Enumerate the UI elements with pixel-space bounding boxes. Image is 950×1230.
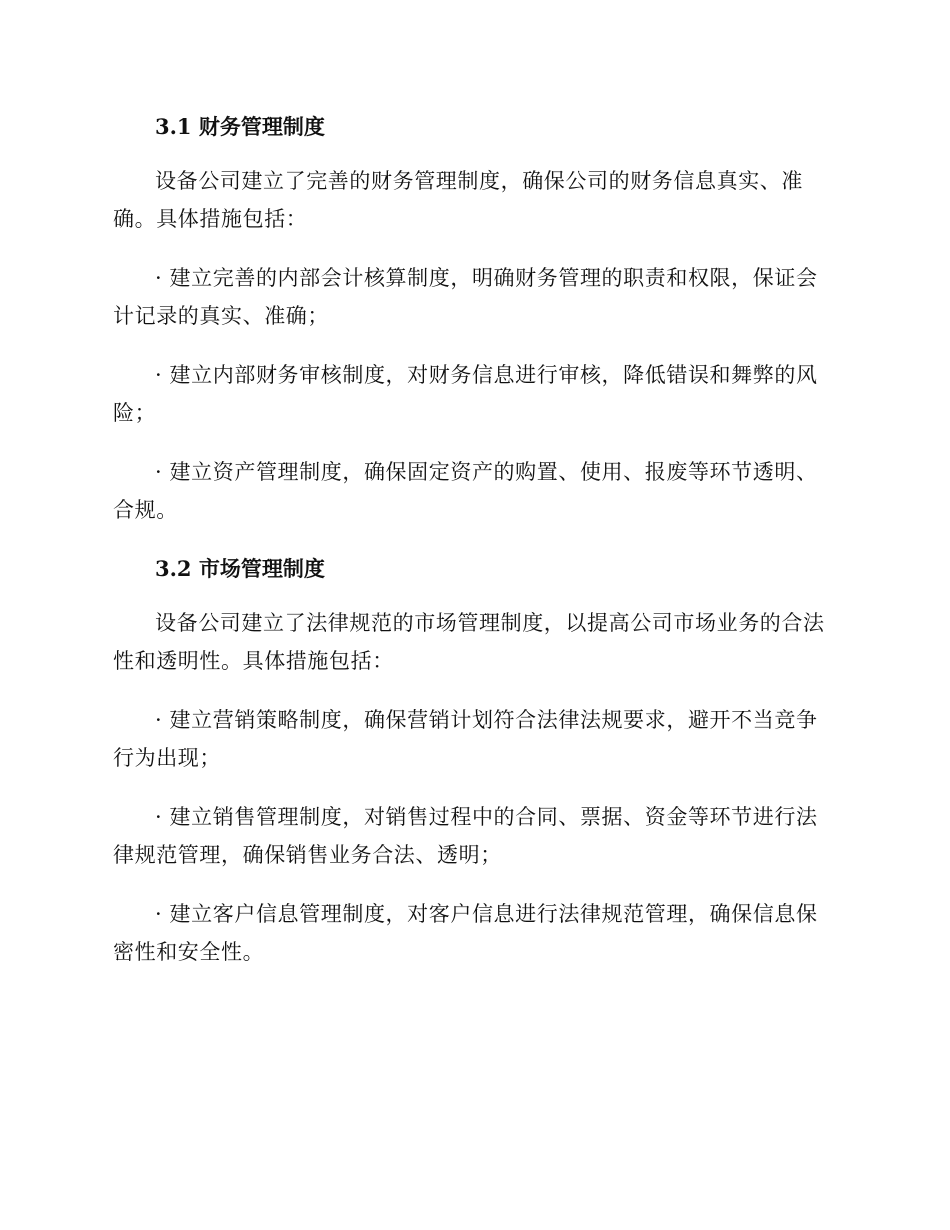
section-intro-paragraph: 设备公司建立了法律规范的市场管理制度，以提高公司市场业务的合法性和透明性。具体措施包括： <box>113 611 825 673</box>
section-financial-management <box>113 108 835 529</box>
bullet-paragraph: · 建立客户信息管理制度，对客户信息进行法律规范管理，确保信息保密性和安全性。 <box>113 902 818 964</box>
bullet-paragraph: · 建立销售管理制度，对销售过程中的合同、票据、资金等环节进行法律规范管理，确保销售业务合法、透明； <box>113 805 818 867</box>
document-body <box>113 108 835 992</box>
bullet-paragraph: · 建立营销策略制度，确保营销计划符合法律法规要求，避开不当竞争行为出现； <box>113 708 818 770</box>
bullet-paragraph: · 建立资产管理制度，确保固定资产的购置、使用、报废等环节透明、合规。 <box>113 460 818 522</box>
section-intro-paragraph: 设备公司建立了完善的财务管理制度，确保公司的财务信息真实、准确。具体措施包括： <box>113 169 803 231</box>
section-heading: 3.1 财务管理制度 <box>155 114 325 139</box>
bullet-paragraph: · 建立内部财务审核制度，对财务信息进行审核，降低错误和舞弊的风险； <box>113 363 818 425</box>
section-heading: 3.2 市场管理制度 <box>155 556 325 581</box>
bullet-paragraph: · 建立完善的内部会计核算制度，明确财务管理的职责和权限，保证会计记录的真实、准确； <box>113 266 818 328</box>
section-market-management <box>113 550 835 971</box>
